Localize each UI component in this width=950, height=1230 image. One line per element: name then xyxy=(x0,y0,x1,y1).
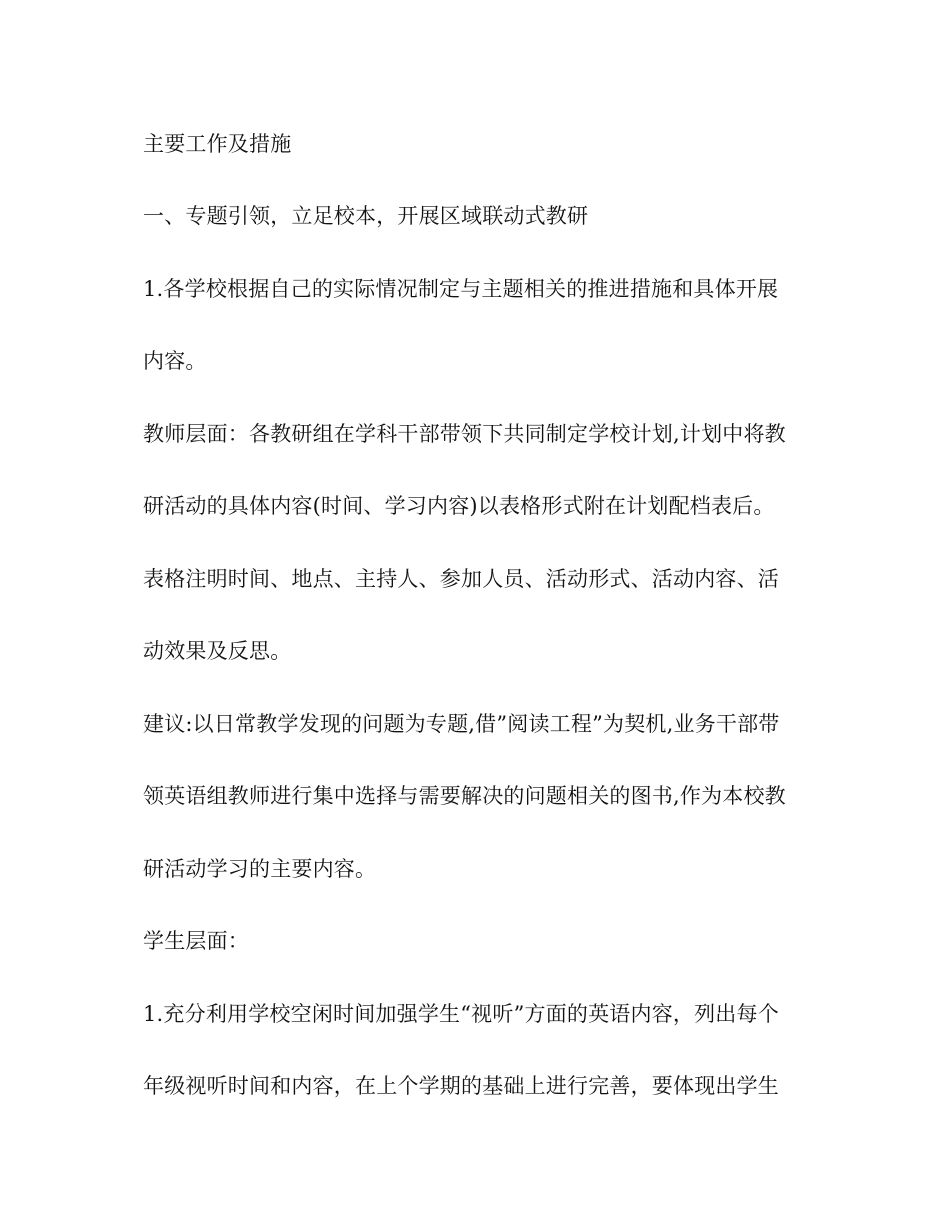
subsection-heading: 一、专题引领，立足校本，开展区域联动式教研 xyxy=(143,204,589,228)
paragraph-line: 表格注明时间、地点、主持人、参加人员、活动形式、活动内容、活 xyxy=(143,567,779,591)
paragraph-line: 动效果及反思。 xyxy=(143,639,292,663)
paragraph-line: 1.充分利用学校空闲时间加强学生“视听”方面的英语内容，列出每个 xyxy=(143,1002,779,1026)
paragraph-line: 建议:以日常教学发现的问题为专题,借”阅读工程”为契机,业务干部带 xyxy=(143,712,780,736)
paragraph-line: 教师层面：各教研组在学科干部带领下共同制定学校计划,计划中将教 xyxy=(143,422,786,446)
paragraph-line: 内容。 xyxy=(143,349,207,373)
paragraph-line: 研活动的具体内容(时间、学习内容)以表格形式附在计划配档表后。 xyxy=(143,494,775,518)
paragraph-line: 领英语组教师进行集中选择与需要解决的问题相关的图书,作为本校教 xyxy=(143,784,786,808)
section-heading: 主要工作及措施 xyxy=(143,132,292,156)
paragraph-line: 学生层面： xyxy=(143,929,249,953)
paragraph-line: 研活动学习的主要内容。 xyxy=(143,857,377,881)
paragraph-line: 年级视听时间和内容，在上个学期的基础上进行完善，要体现出学生 xyxy=(143,1074,779,1098)
paragraph-line: 1.各学校根据自己的实际情况制定与主题相关的推进措施和具体开展 xyxy=(143,277,779,301)
